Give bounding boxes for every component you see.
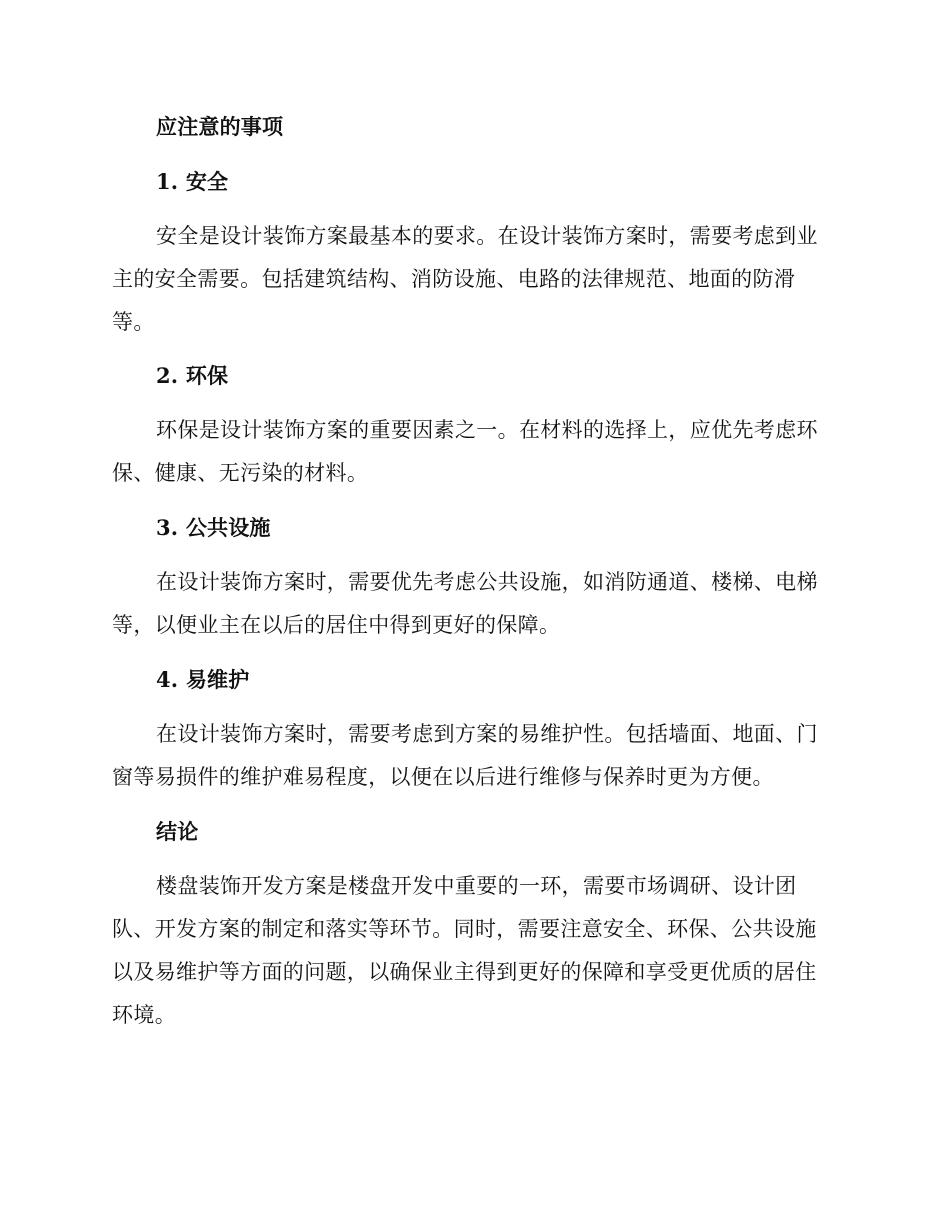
- item-paragraph-public-facilities: 在设计装饰方案时，需要优先考虑公共设施，如消防通道、楼梯、电梯等，以便业主在以后的居住中得到更好的保障。: [112, 570, 818, 637]
- conclusion-heading: 结论: [156, 819, 199, 844]
- item-paragraph-maintenance: 在设计装饰方案时，需要考虑到方案的易维护性。包括墙面、地面、门窗等易损件的维护难易程度，以便在以后进行维修与保养时更为方便。: [112, 722, 818, 789]
- item-heading-public-facilities: 3. 公共设施: [156, 515, 271, 540]
- item-heading-environment: 2. 环保: [156, 363, 229, 388]
- section-title: 应注意的事项: [156, 114, 284, 139]
- conclusion-paragraph: 楼盘装饰开发方案是楼盘开发中重要的一环，需要市场调研、设计团队、开发方案的制定和落实等环节。同时，需要注意安全、环保、公共设施以及易维护等方面的问题，以确保业主得到更好的保障和享受更优质的居住环境。: [112, 874, 817, 1027]
- item-paragraph-safety: 安全是设计装饰方案最基本的要求。在设计装饰方案时，需要考虑到业主的安全需要。包括建筑结构、消防设施、电路的法律规范、地面的防滑等。: [112, 224, 818, 334]
- item-heading-maintenance: 4. 易维护: [156, 667, 250, 692]
- item-heading-safety: 1. 安全: [156, 169, 229, 194]
- item-paragraph-environment: 环保是设计装饰方案的重要因素之一。在材料的选择上，应优先考虑环保、健康、无污染的材料。: [112, 418, 818, 485]
